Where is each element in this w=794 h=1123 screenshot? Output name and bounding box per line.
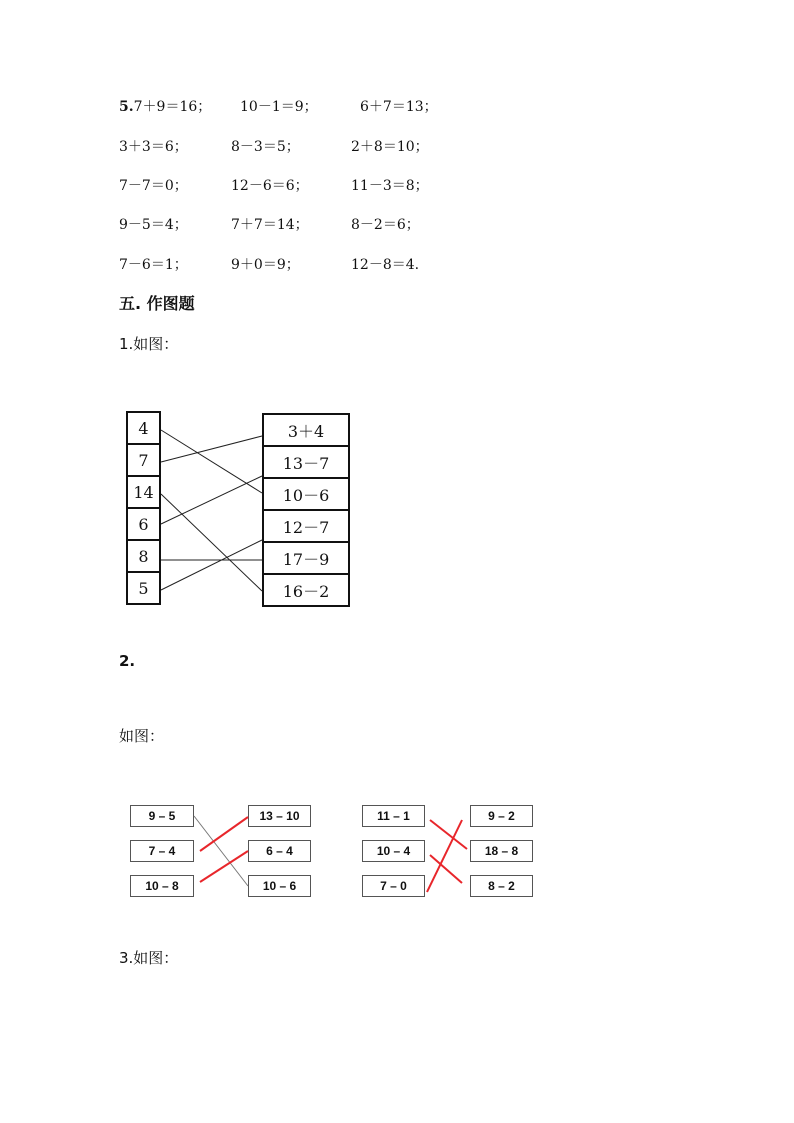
left-box: 5	[126, 571, 161, 605]
equation: 6＋7＝13；	[360, 99, 438, 115]
equation: 12－8＝4.	[351, 257, 420, 273]
expr-box: 10 – 6	[248, 875, 311, 897]
expr-box: 8 – 2	[470, 875, 533, 897]
section-heading: 五. 作图题	[119, 294, 195, 313]
expr-box: 9 – 5	[130, 805, 194, 827]
q3-label: 3.如图：	[119, 949, 179, 967]
equation: 12－6＝6；	[231, 178, 309, 194]
left-box: 7	[126, 443, 161, 477]
right-box: 3＋4	[262, 413, 350, 447]
left-box: 14	[126, 475, 161, 509]
right-box: 12－7	[262, 509, 350, 543]
connector-line-red	[430, 855, 462, 883]
q2-number: 2.	[119, 652, 136, 670]
expr-box: 18 – 8	[470, 840, 533, 862]
equation: 10－1＝9；	[240, 99, 318, 115]
expr-box: 10 – 4	[362, 840, 425, 862]
equation: 9＋0＝9；	[231, 257, 300, 273]
equation: 7＋7＝14；	[231, 217, 309, 233]
right-box: 16－2	[262, 573, 350, 607]
equation: 7－7＝0；	[119, 178, 188, 194]
expr-box: 7 – 0	[362, 875, 425, 897]
equation: 8－3＝5；	[231, 139, 300, 155]
right-box: 13－7	[262, 445, 350, 479]
left-box: 8	[126, 539, 161, 573]
equation: 3＋3＝6；	[119, 139, 188, 155]
expr-box: 10 – 8	[130, 875, 194, 897]
left-box: 6	[126, 507, 161, 541]
equation: 11－3＝8；	[351, 178, 429, 194]
expr-box: 11 – 1	[362, 805, 425, 827]
q5-number: 5.	[119, 99, 134, 115]
equation: 9－5＝4；	[119, 217, 188, 233]
equation: 8－2＝6；	[351, 217, 420, 233]
expr-box: 7 – 4	[130, 840, 194, 862]
expr-box: 9 – 2	[470, 805, 533, 827]
left-box: 4	[126, 411, 161, 445]
expr-box: 13 – 10	[248, 805, 311, 827]
expr-box: 6 – 4	[248, 840, 311, 862]
connector-line-red	[200, 817, 248, 851]
right-box: 10－6	[262, 477, 350, 511]
q2-label: 如图：	[119, 727, 165, 745]
right-box: 17－9	[262, 541, 350, 575]
connector-line-red	[430, 820, 467, 849]
equation: 2＋8＝10；	[351, 139, 429, 155]
equation: 7＋9＝16；	[133, 99, 212, 115]
equation: 7－6＝1；	[119, 257, 188, 273]
connector-line-gray	[194, 816, 248, 886]
q1-label: 1.如图：	[119, 335, 179, 353]
